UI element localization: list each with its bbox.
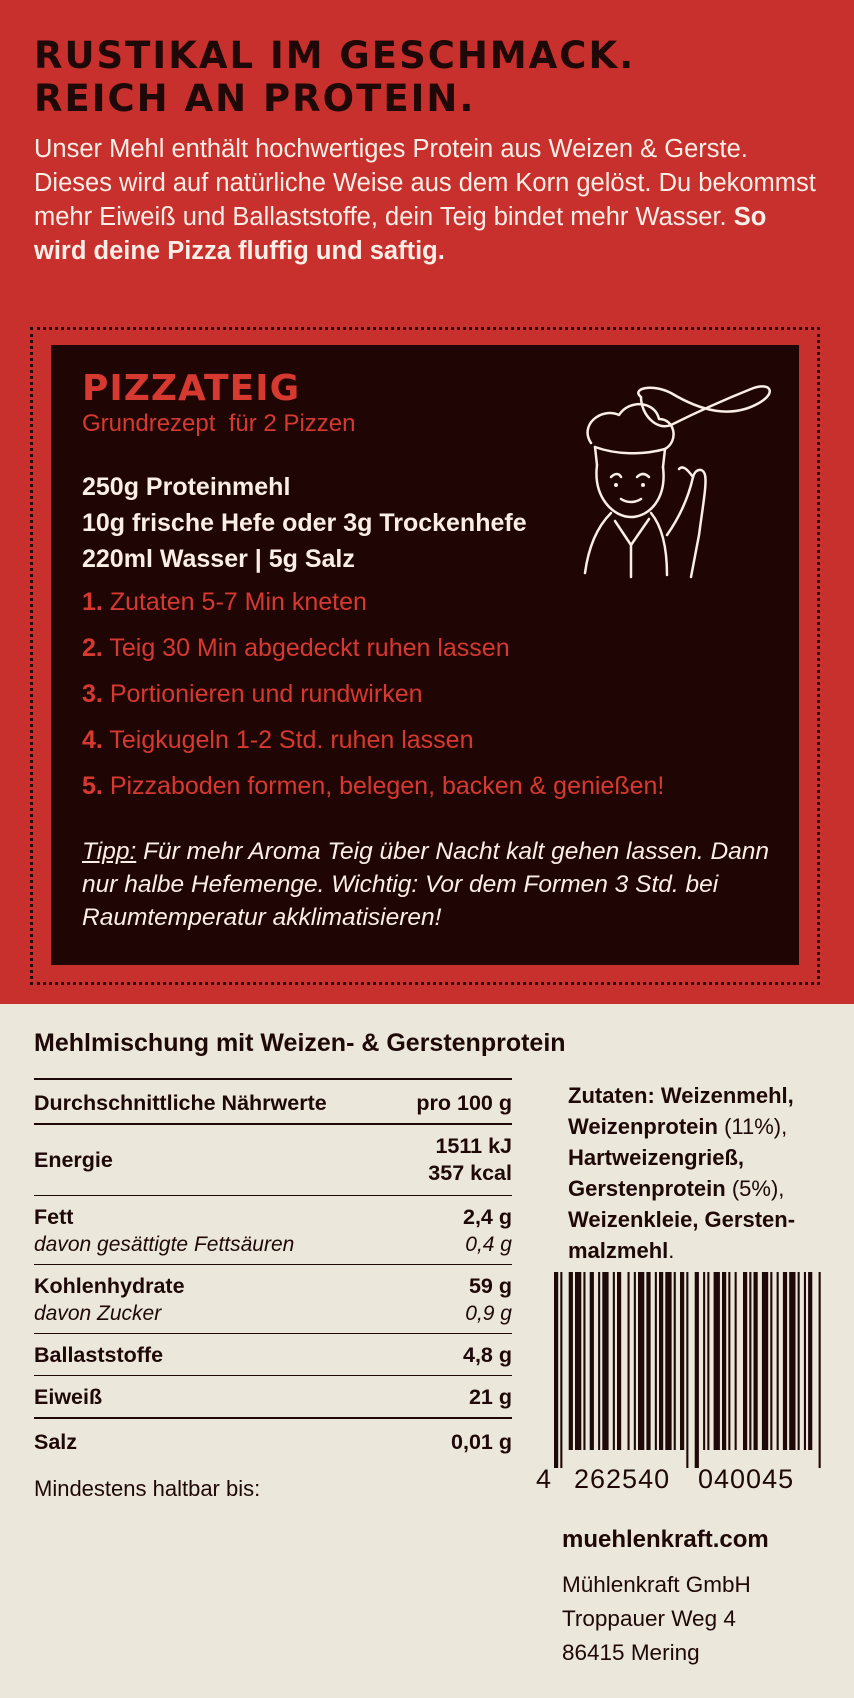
headline-line-2: REICH AN PROTEIN. xyxy=(34,77,476,120)
intro-text: Unser Mehl enthält hochwertiges Protein aus Weizen & Gerste. Dieses wird auf natürliche Weise aus dem Korn gelöst. Du bekommst mehr Eiweiß und Ballaststoffe, dein Teig bindet mehr Wasser. xyxy=(34,135,816,231)
recipe-subtitle: Grundrezept für 2 Pizzen xyxy=(82,410,356,437)
barcode-bar xyxy=(590,1272,594,1450)
nutrition-row-fat xyxy=(34,1196,512,1264)
barcode-bar xyxy=(808,1272,812,1450)
step-text: Teigkugeln 1-2 Std. ruhen lassen xyxy=(109,726,474,754)
barcode-bar xyxy=(583,1272,585,1450)
fiber-value: 4,8 g xyxy=(463,1343,512,1367)
energy-label: Energie xyxy=(34,1147,113,1172)
step-number: 3. xyxy=(82,680,103,708)
ingredient-percent: (5%), xyxy=(725,1176,785,1201)
product-title: Mehlmischung mit Weizen- & Gerstenprotein xyxy=(34,1029,566,1057)
ingredients-end: . xyxy=(668,1238,675,1263)
headline-line-1: RUSTIKAL IM GESCHMACK. xyxy=(34,34,636,77)
barcode-bar xyxy=(707,1272,709,1450)
barcode-bar xyxy=(714,1272,720,1450)
barcode-bar xyxy=(598,1272,600,1450)
barcode-right-group: 040045 xyxy=(698,1464,795,1494)
recipe-steps xyxy=(82,587,782,817)
saturated-fat-value: 0,4 g xyxy=(465,1233,512,1256)
nutrition-header-label: Durchschnittliche Nährwerte xyxy=(34,1091,327,1115)
barcode-bar xyxy=(659,1272,663,1450)
step-number: 2. xyxy=(82,634,103,662)
barcode-bar xyxy=(804,1272,806,1450)
step-number: 1. xyxy=(82,588,103,616)
recipe-card xyxy=(51,345,799,965)
intro-bold-text: So wird deine Pizza fluffig und saftig. xyxy=(34,203,767,265)
energy-kcal: 357 kcal xyxy=(428,1161,512,1185)
recipe-step xyxy=(82,771,782,817)
company-city: 86415 Mering xyxy=(562,1640,700,1665)
intro-paragraph xyxy=(34,132,824,268)
barcode-bar xyxy=(703,1272,705,1450)
sugar-value: 0,9 g xyxy=(465,1302,512,1325)
barcode-bar xyxy=(695,1272,699,1468)
carbs-value: 59 g xyxy=(468,1274,512,1298)
nutrition-row-carbs xyxy=(34,1265,512,1333)
ingredient: Weizenkleie, Gersten- xyxy=(568,1207,796,1232)
best-before-label: Mindestens haltbar bis: xyxy=(34,1476,261,1501)
barcode-bar xyxy=(638,1272,644,1450)
protein-label: Eiweiß xyxy=(34,1385,103,1409)
recipe-tip xyxy=(82,835,782,934)
headline xyxy=(34,34,834,120)
barcode-bar xyxy=(783,1272,787,1450)
salt-label: Salz xyxy=(34,1430,78,1454)
company-street: Troppauer Weg 4 xyxy=(562,1606,736,1631)
energy-value xyxy=(428,1133,512,1187)
recipe-title: PIZZATEIG xyxy=(82,368,301,409)
recipe-step xyxy=(82,679,782,725)
barcode-bars xyxy=(554,1272,821,1468)
barcode-bar xyxy=(575,1272,581,1450)
ingredient: malzmehl xyxy=(568,1238,669,1263)
barcode-bar xyxy=(554,1272,558,1468)
barcode-bar xyxy=(634,1272,636,1450)
barcode xyxy=(534,1272,824,1497)
recipe-step xyxy=(82,587,782,633)
barcode-bar xyxy=(770,1272,772,1450)
ingredient-line: 10g frische Hefe oder 3g Trockenhefe xyxy=(82,509,527,537)
company-address xyxy=(562,1568,751,1670)
barcode-bar xyxy=(798,1272,800,1450)
barcode-bar xyxy=(674,1272,676,1450)
ingredient: Gerstenprotein xyxy=(568,1176,726,1201)
barcode-bar xyxy=(777,1272,779,1450)
recipe-step xyxy=(82,633,782,679)
barcode-bar xyxy=(613,1272,615,1450)
salt-value: 0,01 g xyxy=(451,1430,512,1454)
nutrition-row-salt xyxy=(34,1419,512,1462)
barcode-first-digit: 4 xyxy=(536,1464,552,1494)
nutrition-row-fiber xyxy=(34,1334,512,1375)
saturated-fat-label: davon gesättigte Fettsäuren xyxy=(34,1233,295,1256)
step-text: Portionieren und rundwirken xyxy=(109,680,423,708)
step-text: Teig 30 Min abgedeckt ruhen lassen xyxy=(109,634,510,662)
nutrition-header-row xyxy=(34,1080,512,1123)
nutrition-row-protein xyxy=(34,1376,512,1417)
carbs-label: Kohlenhydrate xyxy=(34,1274,185,1298)
fat-value: 2,4 g xyxy=(463,1205,512,1229)
barcode-bar xyxy=(728,1272,730,1450)
barcode-bar xyxy=(819,1272,821,1468)
recipe-ingredients xyxy=(82,469,682,577)
barcode-bar xyxy=(665,1272,671,1450)
step-number: 4. xyxy=(82,726,103,754)
fiber-label: Ballaststoffe xyxy=(34,1343,164,1367)
ingredient: Weizenmehl, xyxy=(660,1083,794,1108)
barcode-bar xyxy=(569,1272,573,1450)
barcode-bar xyxy=(749,1272,751,1450)
barcode-bar xyxy=(560,1272,562,1468)
barcode-left-group: 262540 xyxy=(574,1464,671,1494)
ingredients-prefix: Zutaten: xyxy=(568,1083,661,1108)
ingredient: Weizenprotein xyxy=(568,1114,718,1139)
tip-text: Für mehr Aroma Teig über Nacht kalt gehen lassen. Dann nur halbe Hefemenge. Wichtig: Vor dem Formen 3 Std. bei Raumtemperatur akklimatisieren! xyxy=(82,838,770,931)
barcode-bar xyxy=(646,1272,650,1450)
ingredient-line: 220ml Wasser | 5g Salz xyxy=(82,545,355,573)
barcode-bar xyxy=(743,1272,747,1450)
company-name: Mühlenkraft GmbH xyxy=(562,1572,751,1597)
tip-label: Tipp: xyxy=(82,838,137,865)
nutrition-header-unit: pro 100 g xyxy=(416,1091,512,1115)
barcode-bar xyxy=(722,1272,726,1450)
barcode-bar xyxy=(617,1272,621,1450)
step-text: Pizzaboden formen, belegen, backen & genießen! xyxy=(109,772,665,800)
ingredient-percent: (11%), xyxy=(717,1114,788,1139)
nutrition-row-energy xyxy=(34,1125,512,1195)
barcode-bar xyxy=(735,1272,737,1450)
recipe-step xyxy=(82,725,782,771)
barcode-bar xyxy=(686,1272,688,1468)
nutrition-table xyxy=(34,1078,512,1462)
barcode-bar xyxy=(762,1272,768,1450)
barcode-bar xyxy=(754,1272,758,1450)
sugar-label: davon Zucker xyxy=(34,1302,162,1325)
step-number: 5. xyxy=(82,772,103,800)
barcode-bar xyxy=(789,1272,795,1450)
website-link[interactable]: muehlenkraft.com xyxy=(562,1526,769,1553)
ingredient-line: 250g Proteinmehl xyxy=(82,473,291,501)
barcode-bar xyxy=(680,1272,684,1450)
protein-value: 21 g xyxy=(468,1385,512,1409)
barcode-bar xyxy=(628,1272,630,1450)
fat-label: Fett xyxy=(34,1205,74,1229)
ingredient: Hartweizengrieß, xyxy=(568,1145,745,1170)
barcode-bar xyxy=(602,1272,608,1450)
ingredients-list xyxy=(568,1080,838,1266)
step-text: Zutaten 5-7 Min kneten xyxy=(109,588,367,616)
energy-kj: 1511 kJ xyxy=(435,1134,512,1158)
barcode-bar xyxy=(655,1272,657,1450)
